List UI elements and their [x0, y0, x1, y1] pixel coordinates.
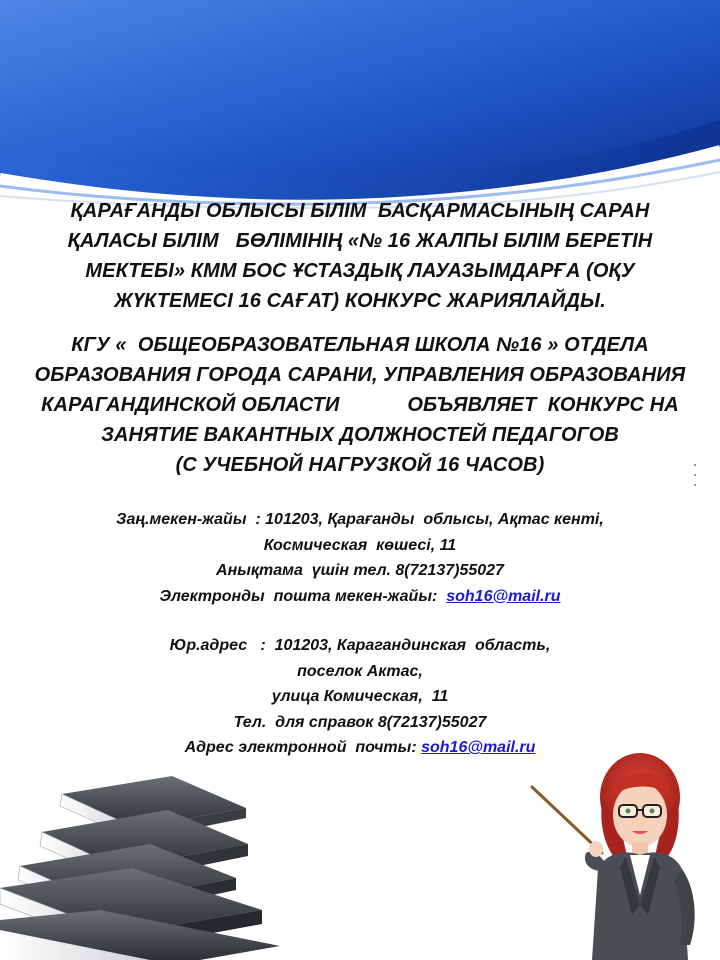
heading-kz-line: МЕКТЕБІ» КММ БОС ҰСТАЗДЫҚ ЛАУАЗЫМДАРҒА (ОҚУ: [85, 260, 635, 282]
address-line: Заң.мекен-жайы : 101203, Қарағанды облысы, Ақтас кенті,: [116, 511, 604, 528]
heading-kz-line: ҚАРАҒАНДЫ ОБЛЫСЫ БІЛІМ БАСҚАРМАСЫНЫҢ САРАН: [70, 200, 650, 222]
contacts-russian: [40, 633, 680, 761]
heading-ru-line: (С УЧЕБНОЙ НАГРУЗКОЙ 16 ЧАСОВ): [175, 454, 545, 476]
heading-ru-line: ОБРАЗОВАНИЯ ГОРОДА САРАНИ, УПРАВЛЕНИЯ ОБРАЗОВАНИЯ: [34, 364, 686, 386]
heading-ru-line: КГУ « ОБЩЕОБРАЗОВАТЕЛЬНАЯ ШКОЛА №16 » ОТДЕЛА: [71, 334, 649, 356]
email-label: Электронды пошта мекен-жайы:: [159, 587, 447, 605]
heading-kz-line: ҚАЛАСЫ БІЛІМ БӨЛІМІНІҢ «№ 16 ЖАЛПЫ БІЛІМ БЕРЕТІН: [67, 230, 653, 252]
contacts-kazakh: [40, 507, 680, 609]
address-line: поселок Актас,: [297, 662, 423, 680]
email-label: Адрес электронной почты:: [184, 739, 422, 756]
teacher-illustration: [520, 745, 720, 960]
heading-kz-line: ЖҮКТЕМЕСІ 16 САҒАТ) КОНКУРС ЖАРИЯЛАЙДЫ.: [114, 290, 606, 312]
decorative-dots: [692, 462, 700, 488]
heading-ru-line: ЗАНЯТИЕ ВАКАНТНЫХ ДОЛЖНОСТЕЙ ПЕДАГОГОВ: [101, 424, 619, 446]
address-line: улица Комическая, 11: [271, 688, 449, 705]
email-link[interactable]: soh16@mail.ru: [421, 739, 536, 756]
address-line: Юр.адрес : 101203, Карагандинская область,: [169, 637, 551, 654]
heading-ru-line: КАРАГАНДИНСКОЙ ОБЛАСТИ ОБЪЯВЛЯЕТ КОНКУРС НА: [41, 394, 679, 416]
address-line: Космическая көшесі, 11: [263, 536, 457, 554]
email-line: [40, 584, 680, 610]
phone-line: Анықтама үшін тел. 8(72137)55027: [216, 562, 504, 579]
phone-line: Тел. для справок 8(72137)55027: [233, 713, 487, 731]
announcement-heading-russian: [20, 330, 700, 480]
books-stack-illustration: [0, 770, 300, 960]
header-banner-graphic: [0, 0, 720, 210]
email-link[interactable]: soh16@mail.ru: [446, 587, 561, 605]
announcement-heading-kazakh: [20, 196, 700, 316]
